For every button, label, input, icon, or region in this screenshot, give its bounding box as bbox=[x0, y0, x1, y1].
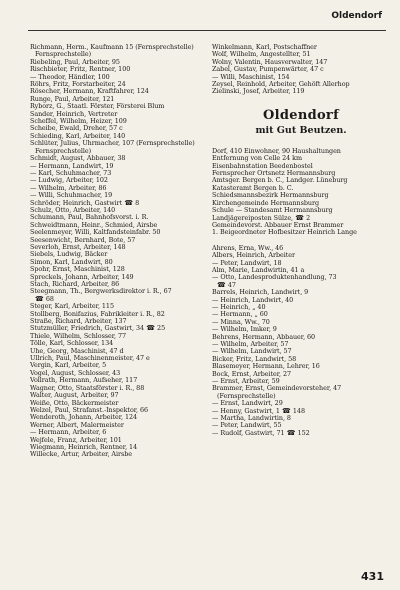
spacer bbox=[212, 237, 390, 245]
phone-number: 25 bbox=[157, 325, 166, 333]
town-info bbox=[212, 148, 390, 237]
entry-text: Stutzmüller, Friedrich, Gastwirt, 34 bbox=[30, 325, 145, 333]
entry-text: Gemeindevorst. Abbauer Ernst Brammer bbox=[212, 221, 344, 229]
directory-entry bbox=[30, 133, 208, 140]
directory-entry bbox=[212, 422, 390, 429]
directory-entry bbox=[30, 222, 208, 229]
entry-text: Schulz, Otto, Arbeiter, 140 bbox=[30, 206, 116, 214]
directory-entry bbox=[30, 414, 208, 421]
telephone-icon: ☎ bbox=[217, 281, 228, 289]
directory-entry bbox=[30, 59, 208, 66]
directory-entry bbox=[212, 59, 390, 66]
entry-text: Wagner, Otto, Staatsförster i. R., 88 bbox=[30, 384, 145, 392]
entry-text: Uhe, Georg, Maschinist, 47 d bbox=[30, 347, 124, 355]
directory-entry bbox=[212, 378, 390, 385]
directory-entry bbox=[212, 44, 390, 51]
directory-entry bbox=[30, 437, 208, 444]
entry-text: Amtsger. Bergen b. C., Landger. Lüneburg bbox=[212, 177, 348, 185]
directory-entry bbox=[212, 274, 390, 281]
directory-entry bbox=[30, 400, 208, 407]
directory-entry bbox=[30, 155, 208, 162]
directory-entry bbox=[212, 282, 390, 289]
phone-number: 148 bbox=[292, 407, 305, 415]
entry-text: Riebeling, Paul, Arbeiter, 95 bbox=[30, 58, 120, 66]
entry-text: Weiße, Otto, Bäckermeister bbox=[30, 399, 119, 407]
info-line bbox=[212, 185, 390, 192]
entry-text: — Martha, Landwirtin, 8 bbox=[212, 415, 291, 423]
directory-entry bbox=[30, 259, 208, 266]
directory-entry bbox=[212, 319, 390, 326]
directory-entry bbox=[30, 237, 208, 244]
entry-text: Richmann, Herm., Kaufmann 15 (Fernsprechstelle) bbox=[30, 44, 194, 51]
directory-entry bbox=[212, 88, 390, 95]
entry-text: — Ludwig, Arbeiter, 102 bbox=[30, 177, 108, 185]
entry-text: Runge, Paul, Arbeiter, 121 bbox=[30, 95, 115, 103]
entry-text: Kirchengemeinde Hermannsburg bbox=[212, 199, 319, 207]
directory-entry bbox=[30, 303, 208, 310]
directory-entry bbox=[212, 252, 390, 259]
entry-text: Schieding, Karl, Arbeiter, 140 bbox=[30, 132, 126, 140]
entry-text: Walter, August, Arbeiter, 97 bbox=[30, 392, 119, 400]
section-title: Oldendorf bbox=[263, 107, 339, 123]
info-line bbox=[212, 222, 390, 229]
entry-text: — Heinrich, „ 40 bbox=[212, 303, 266, 311]
directory-entry bbox=[30, 140, 208, 147]
entry-text: Steegmann, Th., Bergwerksdirektor i. R., 67 bbox=[30, 288, 172, 296]
entry-text: Bicker, Fritz, Landwirt, 58 bbox=[212, 355, 297, 363]
directory-entry bbox=[212, 400, 390, 407]
entry-text: Seesenwicht, Bernhard, Bote, 57 bbox=[30, 236, 136, 244]
entry-text: Vogel, August, Schlosser, 43 bbox=[30, 369, 121, 377]
directory-entry bbox=[212, 311, 390, 318]
telephone-icon: ☎ bbox=[279, 407, 293, 415]
entry-text: Scheibe, Ewald, Dreher, 57 c bbox=[30, 125, 123, 133]
entry-text: Rischbieter, Fritz, Rentner, 100 bbox=[30, 66, 131, 74]
directory-entry bbox=[30, 66, 208, 73]
directory-entry bbox=[212, 51, 390, 58]
directory-entry bbox=[30, 192, 208, 199]
directory-entry bbox=[30, 266, 208, 273]
entry-text: Landjägereiposten Sülze, bbox=[212, 214, 294, 222]
entry-text: Tölle, Karl, Schlosser, 134 bbox=[30, 340, 114, 348]
entry-text: Röhrs, Fritz, Forstarbeiter, 24 bbox=[30, 81, 126, 89]
entry-text: Werner, Albert, Malermeister bbox=[30, 421, 124, 429]
entry-text: Schiedsmannsbezirk Hermannsburg bbox=[212, 192, 329, 200]
entry-text: — Ernst, Landwirt, 29 bbox=[212, 400, 283, 408]
entry-text: Schlüter, Julius, Uhrmacher, 107 (Fernsprechstelle) bbox=[30, 140, 195, 148]
info-line bbox=[212, 207, 390, 214]
phone-number: 68 bbox=[45, 295, 54, 303]
entry-text: Katasteramt Bergen b. C. bbox=[212, 184, 294, 192]
directory-entry bbox=[212, 245, 390, 252]
entry-text: Severloh, Ernst, Arbeiter, 148 bbox=[30, 243, 126, 251]
directory-entry bbox=[30, 362, 208, 369]
entry-text: Vollrath, Hermann, Aufseher, 117 bbox=[30, 377, 138, 385]
entry-text: — Ernst, Arbeiter, 59 bbox=[212, 378, 280, 386]
entry-text: Siebels, Ludwig, Bäcker bbox=[30, 251, 108, 259]
entry-text: Fernsprecher Ortsnetz Hermannsburg bbox=[212, 170, 336, 178]
info-line bbox=[212, 192, 390, 199]
directory-entry bbox=[30, 296, 208, 303]
page-number: 431 bbox=[361, 570, 384, 583]
entry-text: (Fernsprechstelle) bbox=[217, 392, 276, 400]
entry-text: — Willi, Maschinist, 154 bbox=[212, 73, 290, 81]
entry-text: — Hermann, „ 60 bbox=[212, 311, 268, 319]
directory-entry bbox=[212, 393, 390, 400]
directory-entry bbox=[212, 81, 390, 88]
right-entries bbox=[212, 245, 390, 438]
entry-text: Schröder, Heinrich, Gastwirt bbox=[30, 199, 123, 207]
header-rule bbox=[28, 30, 386, 31]
entry-text: Winkelmann, Karl, Postschaffner bbox=[212, 44, 317, 51]
directory-entry bbox=[30, 74, 208, 81]
entry-text: Fernsprechstelle) bbox=[35, 51, 92, 59]
entry-text: Alm, Marie, Landwirtin, 41 a bbox=[212, 266, 305, 274]
directory-entry bbox=[30, 318, 208, 325]
entry-text: — Wilhelm, Imker, 9 bbox=[212, 326, 277, 334]
info-line bbox=[212, 163, 390, 170]
entry-text: Wejfele, Franz, Arbeiter, 101 bbox=[30, 436, 122, 444]
entry-text: Scheffel, Wilhelm, Heizer, 109 bbox=[30, 118, 127, 126]
phone-number: 47 bbox=[227, 281, 236, 289]
entry-text: — Karl, Schuhmacher, 73 bbox=[30, 169, 112, 177]
directory-entry bbox=[30, 118, 208, 125]
entry-text: — Wilhelm, Arbeiter, 86 bbox=[30, 184, 107, 192]
directory-entry bbox=[30, 207, 208, 214]
directory-entry bbox=[212, 356, 390, 363]
section-subtitle: mit Gut Beutzen. bbox=[255, 124, 347, 136]
entry-text: — Willi, Schuhmacher, 19 bbox=[30, 192, 113, 200]
directory-entry bbox=[212, 267, 390, 274]
directory-entry bbox=[212, 304, 390, 311]
directory-entry bbox=[212, 334, 390, 341]
phone-number: 8 bbox=[135, 199, 140, 207]
directory-entry bbox=[30, 111, 208, 118]
entry-text: Schumann, Paul, Bahnhofsvorst. i. R. bbox=[30, 214, 149, 222]
directory-entry bbox=[30, 377, 208, 384]
entry-text: — Henny, Gastwirt, 1 bbox=[212, 407, 280, 415]
directory-entry bbox=[30, 81, 208, 88]
entry-text: Eisenbahnstation Beedenbostel bbox=[212, 162, 313, 170]
directory-entry bbox=[30, 244, 208, 251]
entry-text: — Peter, Landwirt, 18 bbox=[212, 259, 282, 267]
directory-entry bbox=[30, 170, 208, 177]
entry-text: — Minna, Ww., 70 bbox=[212, 318, 270, 326]
entry-text: Ullrich, Paul, Maschinenmeister, 47 e bbox=[30, 355, 150, 363]
directory-entry bbox=[212, 348, 390, 355]
directory-entry bbox=[30, 311, 208, 318]
telephone-icon: ☎ bbox=[35, 295, 46, 303]
directory-entry bbox=[30, 281, 208, 288]
entry-text: Ryborz, G., Staatl. Förster, Försterei Blum bbox=[30, 103, 165, 111]
directory-entry bbox=[30, 288, 208, 295]
entry-text: Dorf, 410 Einwohner, 90 Haushaltungen bbox=[212, 147, 341, 155]
directory-entry bbox=[212, 408, 390, 415]
entry-text: Wiegmann, Heinrich, Rentner, 14 bbox=[30, 443, 138, 451]
entry-text: Willecke, Artur, Arbeiter, Airsbe bbox=[30, 451, 133, 459]
right-column bbox=[212, 44, 390, 437]
directory-entry bbox=[30, 88, 208, 95]
right-top-entries bbox=[212, 44, 390, 96]
entry-text: Schule — Standesamt Hermannsburg bbox=[212, 207, 333, 215]
directory-entry bbox=[30, 251, 208, 258]
directory-entry bbox=[30, 177, 208, 184]
entry-text: Ahrens, Erna, Ww., 46 bbox=[212, 244, 284, 252]
directory-entry bbox=[30, 200, 208, 207]
entry-text: Straße, Richard, Arbeiter, 137 bbox=[30, 318, 127, 326]
directory-entry bbox=[30, 340, 208, 347]
directory-entry bbox=[212, 74, 390, 81]
directory-entry bbox=[30, 385, 208, 392]
entry-text: — Wilhelm, Landwirt, 57 bbox=[212, 348, 292, 356]
directory-entry bbox=[30, 370, 208, 377]
entry-text: Seelenmeyer, Willi, Kaltfandsteinfabr. 50 bbox=[30, 229, 161, 237]
directory-entry bbox=[30, 348, 208, 355]
entry-text: Entfernung von Celle 24 km bbox=[212, 155, 302, 163]
entry-text: — Otto, Landesproduktenhandlung, 73 bbox=[212, 274, 337, 282]
entry-text: Barrels, Heinrich, Landwirt, 9 bbox=[212, 289, 309, 297]
telephone-icon: ☎ bbox=[122, 199, 136, 207]
entry-text: Wolf, Wilhelm, Angestellter, 51 bbox=[212, 51, 311, 59]
entry-text: Steger, Karl, Arbeiter, 115 bbox=[30, 303, 114, 311]
directory-entry bbox=[30, 392, 208, 399]
directory-entry bbox=[30, 444, 208, 451]
running-head: Oldendorf bbox=[331, 11, 382, 21]
telephone-icon: ☎ bbox=[144, 325, 158, 333]
entry-text: Stach, Richard, Arbeiter, 86 bbox=[30, 281, 120, 288]
directory-entry bbox=[30, 214, 208, 221]
directory-entry bbox=[212, 341, 390, 348]
entry-text: Albers, Heinrich, Arbeiter bbox=[212, 252, 295, 260]
directory-entry bbox=[30, 185, 208, 192]
directory-entry bbox=[30, 333, 208, 340]
entry-text: — Rudolf, Gastwirt, 71 bbox=[212, 429, 285, 437]
entry-text: Blasemeyer, Hermann, Lehrer, 16 bbox=[212, 363, 320, 371]
directory-entry bbox=[30, 451, 208, 458]
phone-number: 152 bbox=[297, 429, 310, 437]
directory-entry bbox=[212, 363, 390, 370]
directory-entry bbox=[30, 422, 208, 429]
entry-text: Simon, Karl, Landwirt, 80 bbox=[30, 258, 113, 266]
entry-text: Wenderoth, Johann, Arbeiter, 124 bbox=[30, 414, 138, 422]
entry-text: Welzel, Paul, Strafanst.-Inspektor, 66 bbox=[30, 406, 149, 414]
entry-text: Sander, Heinrich, Vertreter bbox=[30, 110, 118, 118]
directory-entry bbox=[30, 96, 208, 103]
entry-text: Behrens, Hermann, Abbauer, 60 bbox=[212, 333, 316, 341]
entry-text: — Heinrich, Landwirt, 40 bbox=[212, 296, 294, 304]
directory-entry bbox=[212, 371, 390, 378]
phone-number: 2 bbox=[306, 214, 311, 222]
entry-text: — Hermann, Landwirt, 19 bbox=[30, 162, 114, 170]
directory-entry bbox=[30, 125, 208, 132]
entry-text: — Peter, Landwirt, 55 bbox=[212, 422, 282, 430]
entry-text: — Hermann, Arbeiter, 6 bbox=[30, 429, 107, 437]
directory-entry bbox=[212, 297, 390, 304]
info-line bbox=[212, 200, 390, 207]
telephone-icon: ☎ bbox=[293, 214, 307, 222]
entry-text: Bock, Ernst, Arbeiter, 27 bbox=[212, 370, 292, 378]
entry-text: Spreckels, Johann, Arbeiter, 149 bbox=[30, 273, 134, 281]
entry-text: Zabel, Gustav, Pumpenwärter, 47 c bbox=[212, 66, 324, 74]
directory-entry bbox=[30, 163, 208, 170]
entry-text: Brammer, Ernst, Gemeindevorsteher, 47 bbox=[212, 385, 342, 393]
entry-text: — Theodor, Händler, 100 bbox=[30, 73, 110, 81]
entry-text: — Wilhelm, Arbeiter, 57 bbox=[212, 341, 289, 348]
directory-entry bbox=[30, 51, 208, 58]
directory-entry bbox=[212, 260, 390, 267]
entry-text: Spohr, Ernst, Maschinist, 128 bbox=[30, 266, 125, 274]
info-line bbox=[212, 170, 390, 177]
entry-text: Zeysel, Reinhold, Arbeiter, Gehöft Allerhop bbox=[212, 81, 350, 89]
info-line bbox=[212, 229, 390, 236]
directory-entry bbox=[212, 430, 390, 437]
entry-text: Zielinski, Josef, Arbeiter, 119 bbox=[212, 88, 305, 96]
directory-entry bbox=[30, 429, 208, 436]
directory-entry bbox=[212, 326, 390, 333]
directory-entry bbox=[212, 385, 390, 392]
directory-entry bbox=[30, 325, 208, 332]
entry-text: Schmidt, August, Abbauer, 38 bbox=[30, 155, 126, 163]
telephone-icon: ☎ bbox=[284, 429, 298, 437]
entry-text: Thiele, Wilhelm, Schlosser, 77 bbox=[30, 332, 127, 340]
entry-text: Rösecher, Hermann, Kraftfahrer, 124 bbox=[30, 88, 149, 96]
entry-text: Fernsprechstelle) bbox=[35, 147, 92, 155]
directory-entry bbox=[212, 415, 390, 422]
entry-text: Wolny, Valentin, Hausverwalter, 147 bbox=[212, 58, 328, 66]
info-line bbox=[212, 148, 390, 155]
entry-text: Stollberg, Bonifazius, Fabrikleiter i. R., 82 bbox=[30, 310, 165, 318]
directory-entry bbox=[30, 229, 208, 236]
directory-entry bbox=[30, 274, 208, 281]
directory-entry bbox=[30, 103, 208, 110]
directory-entry bbox=[30, 44, 208, 51]
directory-entry bbox=[212, 66, 390, 73]
info-line bbox=[212, 215, 390, 222]
entry-text: Vergin, Karl, Arbeiter, 5 bbox=[30, 362, 107, 370]
left-column bbox=[30, 44, 208, 459]
directory-entry bbox=[30, 407, 208, 414]
directory-entry bbox=[212, 289, 390, 296]
entry-text: Schweidtmann, Heinr., Schmied, Airsbe bbox=[30, 221, 158, 229]
info-line bbox=[212, 155, 390, 162]
info-line bbox=[212, 177, 390, 184]
directory-entry bbox=[30, 355, 208, 362]
entry-text: 1. Beigeordneter Hofbesitzer Heinrich Lange bbox=[212, 229, 357, 237]
directory-entry bbox=[30, 148, 208, 155]
